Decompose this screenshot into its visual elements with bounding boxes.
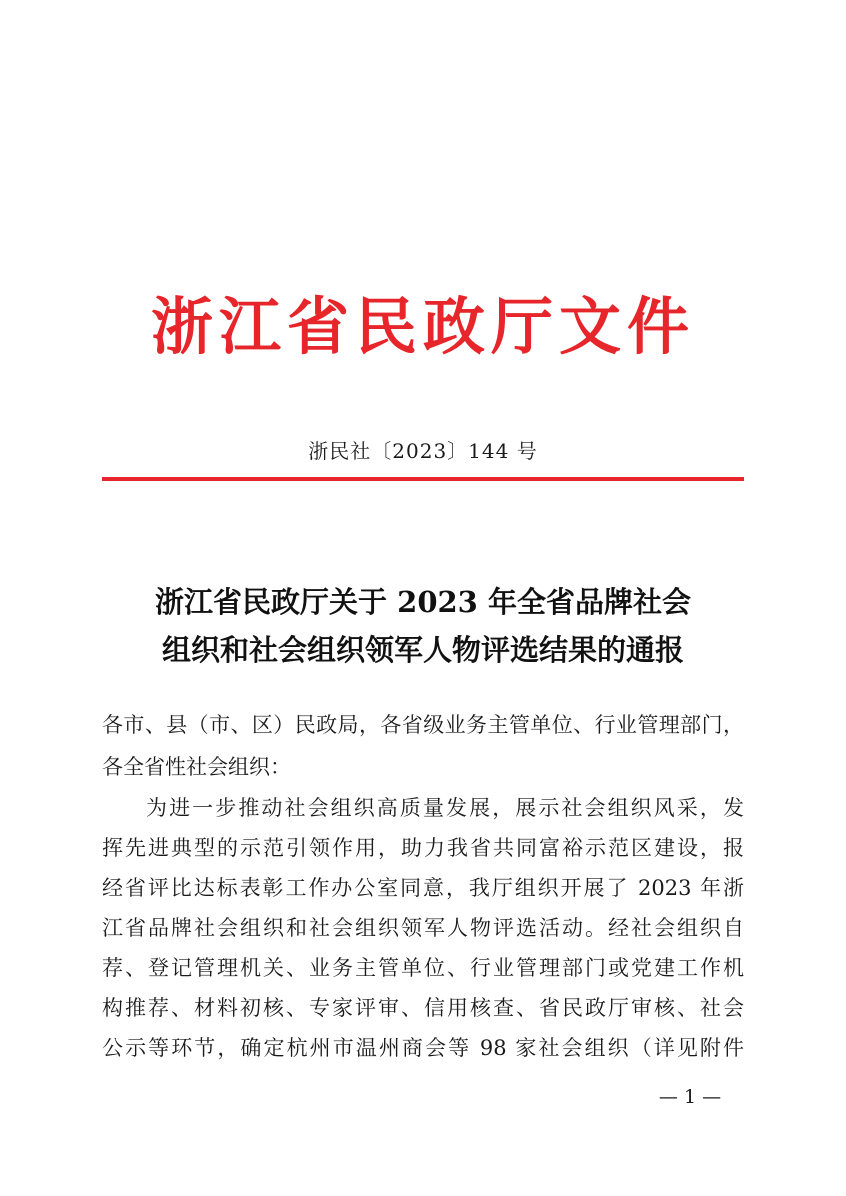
title-line-2: 组织和社会组织领军人物评选结果的通报 xyxy=(161,633,684,667)
red-separator-line xyxy=(102,477,744,481)
body-line: 江省品牌社会组织和社会组织领军人物评选活动。经社会组织自 xyxy=(102,916,744,940)
title-line-1: 浙江省民政厅关于 2023 年全省品牌社会 xyxy=(155,585,691,619)
body-line: 为进一步推动社会组织高质量发展，展示社会组织风采，发 xyxy=(146,796,744,820)
body-line: 构推荐、材料初核、专家评审、信用核查、省民政厅审核、社会 xyxy=(102,996,744,1020)
body-line: 经省评比达标表彰工作办公室同意，我厅组织开展了 2023 年浙 xyxy=(102,876,744,900)
document-number: 浙民社〔2023〕144 号 xyxy=(308,439,538,463)
masthead-title: 浙江省民政厅文件 xyxy=(150,290,695,363)
addressee: 各市、县（市、区）民政局，各省级业务主管单位、行业管理部门，各全省性社会组织： xyxy=(102,713,744,779)
body-paragraph xyxy=(102,788,744,1068)
body-line: 荐、登记管理机关、业务主管单位、行业管理部门或党建工作机 xyxy=(102,956,744,980)
page-number: — 1 — xyxy=(658,1086,722,1108)
body-line: 挥先进典型的示范引领作用，助力我省共同富裕示范区建设，报 xyxy=(102,836,744,860)
document-title xyxy=(0,578,846,674)
body-line: 公示等环节，确定杭州市温州商会等 98 家社会组织（详见附件 xyxy=(102,1036,744,1060)
